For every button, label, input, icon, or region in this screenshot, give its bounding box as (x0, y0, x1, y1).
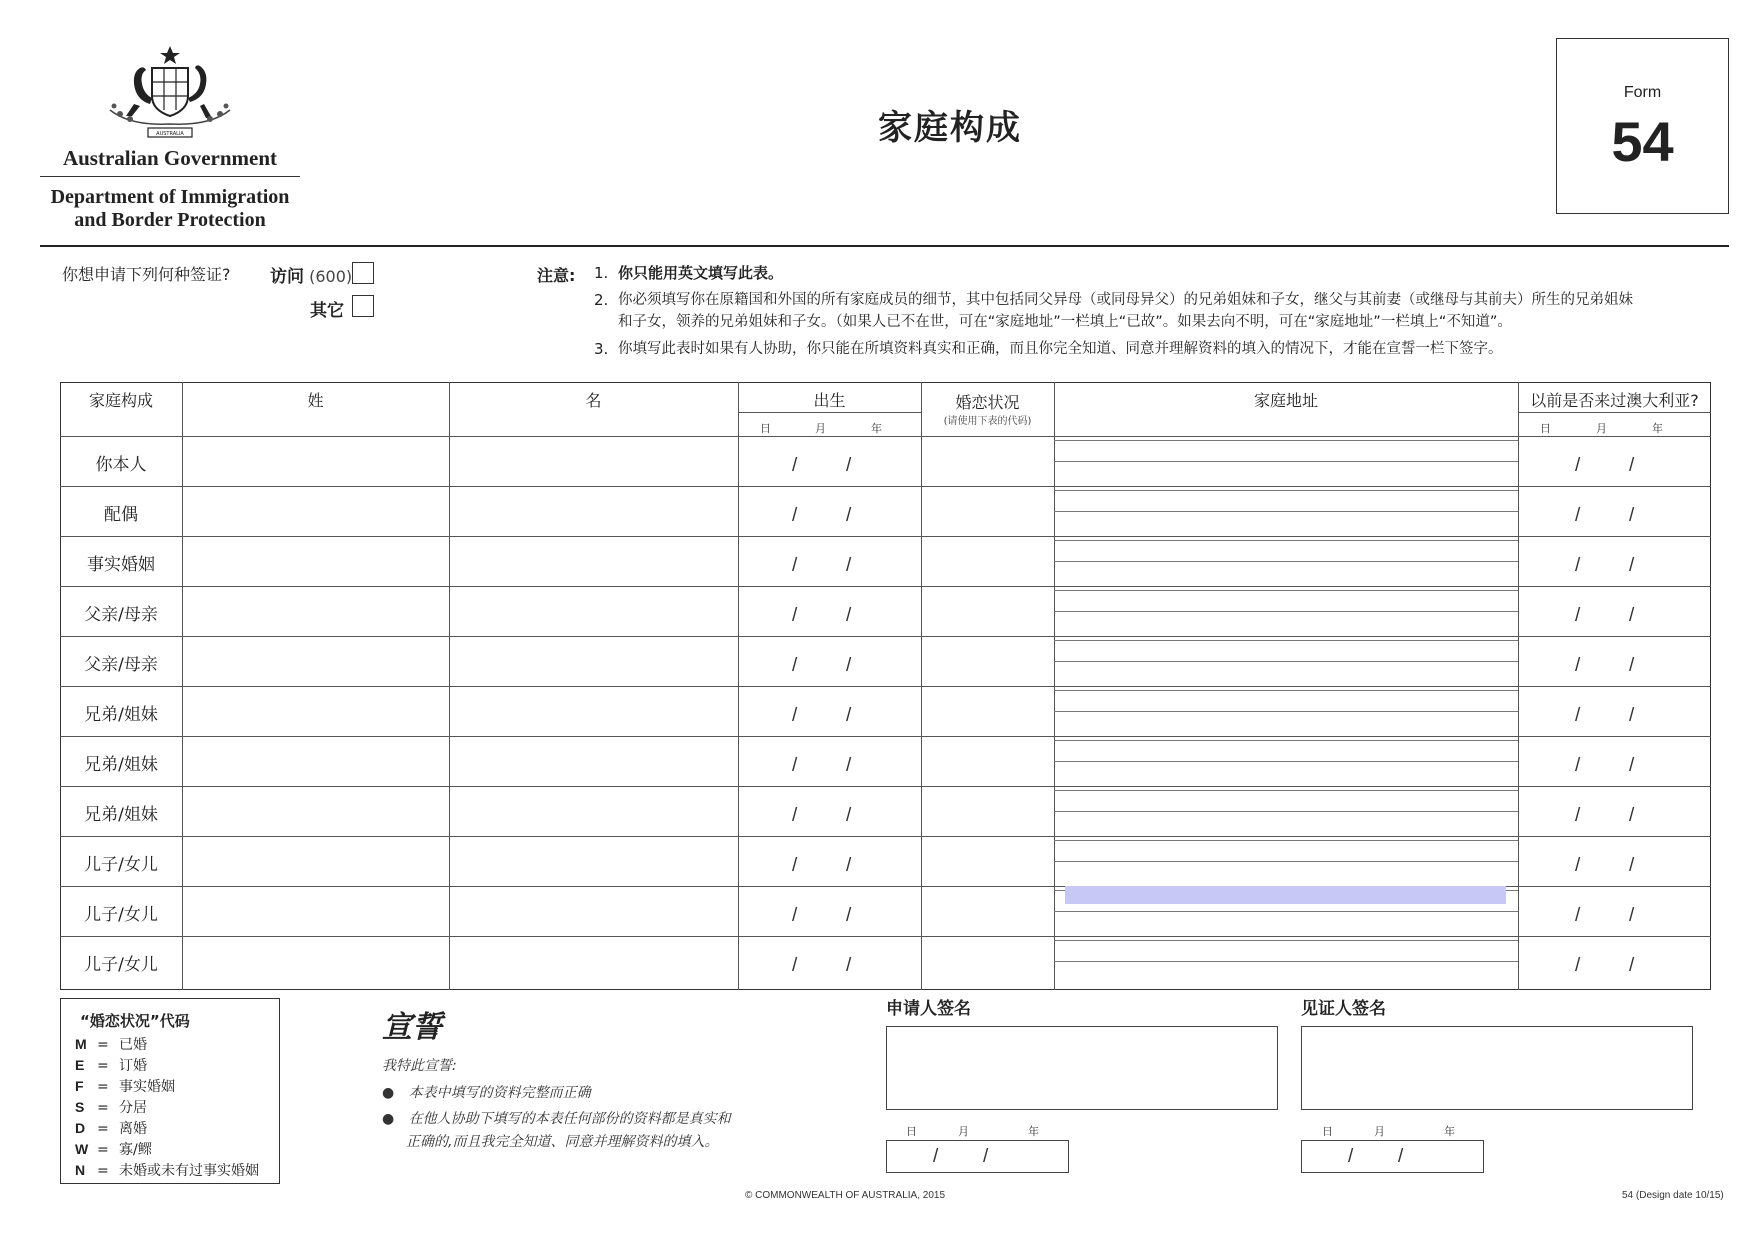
note-1-number: 1. (594, 264, 609, 282)
date-separator: / (1398, 1146, 1404, 1167)
birth-date-separator: / (846, 455, 852, 476)
notes-title: 注意: (537, 266, 576, 285)
surname-field[interactable] (182, 736, 449, 786)
marital-status-field[interactable] (921, 786, 1054, 836)
given-name-field[interactable] (449, 586, 738, 636)
visa-option-visit (270, 262, 352, 287)
birth-date-separator: / (846, 705, 852, 726)
surname-field[interactable] (182, 786, 449, 836)
header-family-member: 家庭构成 (88, 391, 153, 410)
header-marital-status: 婚恋状况 (955, 393, 1020, 412)
visited-date-field[interactable] (1518, 486, 1711, 536)
visited-date-field[interactable] (1518, 686, 1711, 736)
birth-date-field[interactable] (738, 836, 921, 886)
surname-field[interactable] (182, 886, 449, 936)
applicant-date-month-label: 月 (958, 1125, 969, 1138)
header-divider (40, 176, 300, 177)
visited-date-field[interactable] (1518, 586, 1711, 636)
marital-status-field[interactable] (921, 886, 1054, 936)
marital-code-meaning: 订婚 (119, 1058, 147, 1074)
declaration-bullet-2-line-2: 正确的,而且我完全知道、同意并理解资料的填入。 (406, 1134, 719, 1150)
witness-signature-label: 见证人签名 (1301, 999, 1386, 1019)
visited-date-field[interactable] (1518, 836, 1711, 886)
visited-date-separator: / (1575, 705, 1581, 726)
declaration-bullet-2-line-1: 在他人协助下填写的本表任何部份的资料都是真实和 (408, 1111, 731, 1127)
birth-date-separator: / (792, 805, 798, 826)
marital-codes-title: “婚恋状况”代码 (80, 1012, 190, 1030)
marital-code: E (75, 1057, 85, 1073)
marital-code: N (75, 1162, 86, 1178)
marital-code-meaning: 寡/鳏 (119, 1142, 152, 1158)
birth-date-separator: / (846, 655, 852, 676)
birth-date-separator: / (846, 955, 852, 976)
equals-sign: = (97, 1142, 109, 1158)
given-name-field[interactable] (449, 886, 738, 936)
visited-date-separator: / (1575, 605, 1581, 626)
birth-date-separator: / (846, 805, 852, 826)
surname-field[interactable] (182, 536, 449, 586)
birth-date-separator: / (846, 605, 852, 626)
marital-code: S (75, 1099, 85, 1115)
birth-date-field[interactable] (738, 586, 921, 636)
witness-date-month-label: 月 (1374, 1125, 1385, 1138)
row-label: 父亲/母亲 (84, 605, 158, 625)
home-address-field[interactable] (1054, 786, 1518, 836)
home-address-field[interactable] (1054, 686, 1518, 736)
row-label: 兄弟/姐妹 (84, 705, 158, 725)
visited-date-separator: / (1629, 905, 1635, 926)
visa-option-visit-label: 访问 (270, 267, 304, 287)
marital-code: W (75, 1141, 89, 1157)
marital-status-field[interactable] (921, 486, 1054, 536)
applicant-date-year-label: 年 (1028, 1125, 1039, 1138)
given-name-field[interactable] (449, 436, 738, 486)
bullet-icon: ● (382, 1085, 395, 1101)
birth-date-field[interactable] (738, 686, 921, 736)
equals-sign: = (97, 1121, 109, 1137)
birth-date-field[interactable] (738, 436, 921, 486)
visited-date-separator: / (1575, 755, 1581, 776)
note-2-number: 2. (594, 291, 609, 309)
home-address-field[interactable] (1054, 586, 1518, 636)
applicant-date-day-label: 日 (906, 1125, 917, 1138)
row-label: 兄弟/姐妹 (84, 805, 158, 825)
row-label: 事实婚姻 (87, 555, 155, 575)
marital-status-field[interactable] (921, 636, 1054, 686)
marital-code: M (75, 1036, 87, 1052)
note-1-text: 你只能用英文填写此表。 (618, 264, 784, 282)
visited-date-separator: / (1575, 455, 1581, 476)
header-visited-australia: 以前是否来过澳大利亚? (1530, 391, 1699, 410)
birth-date-separator: / (792, 755, 798, 776)
declaration-bullet-1-text: 本表中填写的资料完整而正确 (408, 1085, 591, 1101)
note-2-line-2: 和子女，领养的兄弟姐妹和子女。（如果人已不在世，可在“家庭地址”一栏填上“已故”。如果去向不明，可在“家庭地址”一栏填上“不知道”。 (618, 314, 1512, 330)
visited-date-separator: / (1575, 555, 1581, 576)
marital-code: F (75, 1078, 84, 1094)
marital-status-field[interactable] (921, 736, 1054, 786)
header-rule (40, 245, 1729, 247)
given-name-field[interactable] (449, 686, 738, 736)
address-field-focused[interactable] (1065, 886, 1506, 904)
marital-code-row (75, 1034, 147, 1054)
department-line-2: and Border Protection (74, 209, 266, 231)
date-separator: / (933, 1146, 939, 1167)
given-name-field[interactable] (449, 736, 738, 786)
coat-of-arms-logo (100, 44, 240, 144)
birth-date-separator: / (792, 705, 798, 726)
visa-option-other-label: 其它 (310, 301, 344, 321)
header-birth: 出生 (813, 391, 846, 410)
birth-date-field[interactable] (738, 486, 921, 536)
note-2-line-1: 你必须填写你在原籍国和外国的所有家庭成员的细节，其中包括同父异母（或同母异父）的兄弟姐妹和子女，继父与其前妻（或继母与其前夫）所生的兄弟姐妹 (618, 292, 1633, 308)
header-marital-status-note: (请使用下表的代码) (943, 416, 1032, 427)
surname-field[interactable] (182, 686, 449, 736)
declaration-bullet-1 (382, 1082, 591, 1102)
birth-date-separator: / (792, 655, 798, 676)
department-line-1: Department of Immigration (50, 186, 290, 208)
visited-date-separator: / (1575, 905, 1581, 926)
visited-date-separator: / (1575, 955, 1581, 976)
birth-day-label: 日 (760, 422, 771, 435)
other-visa-checkbox[interactable] (352, 295, 374, 317)
surname-field[interactable] (182, 936, 449, 986)
home-address-field[interactable] (1054, 836, 1518, 886)
marital-code-meaning: 未婚或未有过事实婚姻 (119, 1163, 259, 1179)
birth-date-separator: / (792, 605, 798, 626)
marital-code-row (75, 1097, 147, 1117)
visited-header-subline (1518, 412, 1711, 413)
equals-sign: = (97, 1058, 109, 1074)
equals-sign: = (97, 1163, 109, 1179)
home-address-field[interactable] (1054, 636, 1518, 686)
visited-date-separator: / (1629, 705, 1635, 726)
date-separator: / (1348, 1146, 1354, 1167)
visited-date-separator: / (1629, 855, 1635, 876)
marital-status-field[interactable] (921, 936, 1054, 986)
home-address-field[interactable] (1054, 536, 1518, 586)
visited-date-separator: / (1575, 655, 1581, 676)
marital-code-row (75, 1055, 147, 1075)
equals-sign: = (97, 1100, 109, 1116)
surname-field[interactable] (182, 836, 449, 886)
marital-status-field[interactable] (921, 536, 1054, 586)
given-name-field[interactable] (449, 536, 738, 586)
marital-status-field[interactable] (921, 586, 1054, 636)
home-address-field[interactable] (1054, 936, 1518, 986)
visited-year-label: 年 (1652, 422, 1663, 435)
marital-status-field[interactable] (921, 836, 1054, 886)
visited-date-separator: / (1575, 505, 1581, 526)
birth-date-separator: / (792, 555, 798, 576)
declaration-intro: 我特此宣誓: (382, 1058, 457, 1074)
declaration-title: 宣誓 (382, 1010, 442, 1045)
row-label: 你本人 (95, 455, 147, 475)
visited-date-separator: / (1629, 655, 1635, 676)
row-label: 儿子/女儿 (84, 955, 158, 975)
visited-date-field[interactable] (1518, 436, 1711, 486)
marital-code-row (75, 1118, 147, 1138)
marital-code-meaning: 离婚 (119, 1121, 147, 1137)
design-date: 54 (Design date 10/15) (1622, 1190, 1724, 1201)
visa-option-visit-subclass: (600) (309, 267, 353, 286)
visited-date-separator: / (1629, 505, 1635, 526)
visited-date-field[interactable] (1518, 736, 1711, 786)
surname-field[interactable] (182, 486, 449, 536)
marital-code-meaning: 已婚 (119, 1037, 147, 1053)
department-name (36, 186, 304, 232)
witness-date-day-label: 日 (1322, 1125, 1333, 1138)
visited-date-field[interactable] (1518, 536, 1711, 586)
date-separator: / (983, 1146, 989, 1167)
header-home-address: 家庭地址 (1253, 391, 1318, 410)
birth-date-separator: / (792, 905, 798, 926)
birth-date-separator: / (792, 955, 798, 976)
government-name: Australian Government (62, 146, 278, 170)
marital-code-row (75, 1160, 259, 1180)
visited-date-separator: / (1629, 455, 1635, 476)
witness-date-year-label: 年 (1444, 1125, 1455, 1138)
visited-date-separator: / (1629, 555, 1635, 576)
surname-field[interactable] (182, 636, 449, 686)
row-label: 配偶 (104, 505, 138, 525)
birth-date-separator: / (846, 755, 852, 776)
note-3-text: 你填写此表时如果有人协助，你只能在所填资料真实和正确，而且你完全知道、同意并理解资料的填入的情况下，才能在宣誓一栏下签字。 (618, 341, 1503, 357)
witness-date-field[interactable] (1301, 1140, 1484, 1173)
marital-code-meaning: 事实婚姻 (119, 1079, 175, 1095)
birth-date-separator: / (792, 505, 798, 526)
form-number: 54 (1611, 110, 1674, 173)
applicant-signature-label: 申请人签名 (886, 999, 971, 1019)
birth-date-separator: / (792, 455, 798, 476)
visited-date-separator: / (1575, 805, 1581, 826)
birth-header-subline (738, 412, 921, 413)
row-label: 儿子/女儿 (84, 905, 158, 925)
birth-date-separator: / (846, 855, 852, 876)
declaration-bullet-2 (382, 1108, 731, 1128)
surname-field[interactable] (182, 436, 449, 486)
birth-date-field[interactable] (738, 936, 921, 986)
birth-date-separator: / (846, 555, 852, 576)
birth-date-field[interactable] (738, 886, 921, 936)
visited-date-separator: / (1575, 855, 1581, 876)
visited-date-separator: / (1629, 955, 1635, 976)
marital-code: D (75, 1120, 86, 1136)
marital-code-row (75, 1139, 152, 1159)
bullet-icon: ● (382, 1111, 395, 1127)
visited-date-field[interactable] (1518, 886, 1711, 936)
note-3-number: 3. (594, 340, 609, 358)
svg-text:AUSTRALIA: AUSTRALIA (156, 131, 184, 137)
given-name-field[interactable] (449, 936, 738, 986)
surname-field[interactable] (182, 586, 449, 636)
page-title: 家庭构成 (878, 108, 1022, 148)
home-address-field[interactable] (1054, 736, 1518, 786)
form-label: Form (1623, 84, 1662, 101)
given-name-field[interactable] (449, 636, 738, 686)
visited-date-separator: / (1629, 605, 1635, 626)
birth-date-separator: / (846, 905, 852, 926)
row-label: 兄弟/姐妹 (84, 755, 158, 775)
home-address-field[interactable] (1054, 486, 1518, 536)
marital-status-field[interactable] (921, 686, 1054, 736)
row-label: 儿子/女儿 (84, 855, 158, 875)
equals-sign: = (97, 1037, 109, 1053)
visited-date-field[interactable] (1518, 636, 1711, 686)
birth-date-separator: / (846, 505, 852, 526)
visited-date-separator: / (1629, 805, 1635, 826)
row-label: 父亲/母亲 (84, 655, 158, 675)
marital-code-row (75, 1076, 175, 1096)
visited-date-field[interactable] (1518, 936, 1711, 986)
applicant-signature-field[interactable] (886, 1026, 1278, 1110)
visited-month-label: 月 (1596, 422, 1607, 435)
witness-signature-field[interactable] (1301, 1026, 1693, 1110)
given-name-field[interactable] (449, 836, 738, 886)
given-name-field[interactable] (449, 486, 738, 536)
home-address-field[interactable] (1054, 436, 1518, 486)
birth-date-field[interactable] (738, 786, 921, 836)
header-given-name: 名 (585, 391, 602, 410)
copyright-notice: © COMMONWEALTH OF AUSTRALIA, 2015 (745, 1190, 945, 1201)
given-name-field[interactable] (449, 786, 738, 836)
visited-date-field[interactable] (1518, 786, 1711, 836)
visit-visa-checkbox[interactable] (352, 262, 374, 284)
birth-date-field[interactable] (738, 736, 921, 786)
header-surname: 姓 (307, 391, 324, 410)
birth-month-label: 月 (815, 422, 826, 435)
visa-question: 你想申请下列何种签证? (62, 265, 231, 284)
marital-status-field[interactable] (921, 436, 1054, 486)
birth-year-label: 年 (871, 422, 882, 435)
marital-code-meaning: 分居 (119, 1100, 147, 1116)
birth-date-separator: / (792, 855, 798, 876)
visited-date-separator: / (1629, 755, 1635, 776)
applicant-date-field[interactable] (886, 1140, 1069, 1173)
visited-day-label: 日 (1540, 422, 1551, 435)
birth-date-field[interactable] (738, 536, 921, 586)
equals-sign: = (97, 1079, 109, 1095)
birth-date-field[interactable] (738, 636, 921, 686)
